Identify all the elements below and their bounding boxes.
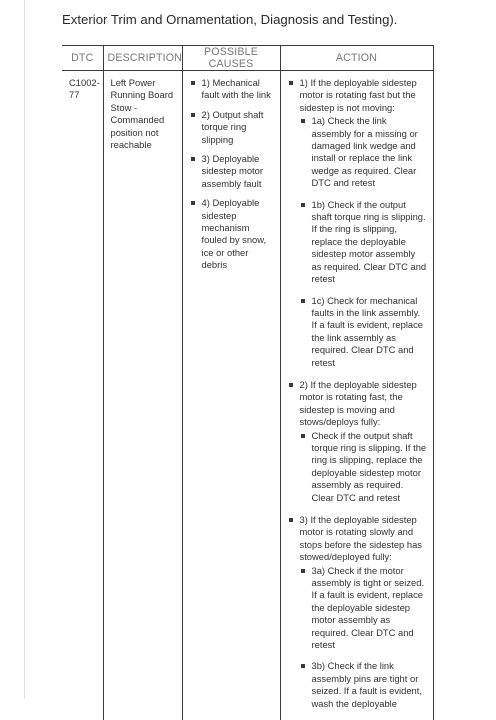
action-step-text: 1) If the deployable sidestep motor is rotating fast but the sidestep is not moving: <box>300 77 417 113</box>
action-list <box>288 77 428 710</box>
column-header-description: DESCRIPTION <box>103 46 182 71</box>
column-header-possible-causes: POSSIBLE CAUSES <box>182 46 280 71</box>
dtc-table <box>62 45 434 720</box>
page-edge-divider <box>24 0 25 699</box>
possible-causes-cell <box>182 71 280 720</box>
action-substep: 1b) Check if the output shaft torque ring is slipping. If the ring is slipping, replace the deployable sidestep motor assembly as required. Clear DTC and retest <box>300 199 428 286</box>
causes-list <box>190 77 275 272</box>
action-cell <box>280 71 433 720</box>
cause-item: 3) Deployable sidestep motor assembly fault <box>190 153 275 190</box>
action-substeps <box>300 565 428 710</box>
cause-item: 4) Deployable sidestep mechanism fouled by snow, ice or other debris <box>190 197 275 271</box>
action-substeps <box>300 430 428 504</box>
action-substep: 1a) Check the link assembly for a missing or damaged link wedge and install or replace the link wedge as required. Clear DTC and retest <box>300 115 428 189</box>
cause-item: 1) Mechanical fault with the link <box>190 77 275 102</box>
column-header-dtc: DTC <box>62 46 103 71</box>
action-substep: 3a) Check if the motor assembly is tight or seized. If a fault is evident, replace the deployable sidestep motor assembly as required. Clear DTC and retest <box>300 565 428 652</box>
action-item <box>288 514 428 710</box>
section-heading: Exterior Trim and Ornamentation, Diagnosis and Testing). <box>62 12 482 27</box>
dtc-cell: C1002-77 <box>62 71 103 720</box>
action-item <box>288 77 428 369</box>
description-cell: Left Power Running Board Stow - Commanded position not reachable <box>103 71 182 720</box>
cause-item: 2) Output shaft torque ring slipping <box>190 109 275 146</box>
table-row <box>62 71 433 720</box>
action-substep: 1c) Check for mechanical faults in the link assembly. If a fault is evident, replace the link assembly as required. Clear DTC and retest <box>300 295 428 369</box>
action-step-text: 2) If the deployable sidestep motor is rotating fast, the sidestep is moving and stows/deploys fully: <box>300 379 417 427</box>
column-header-action: ACTION <box>280 46 433 71</box>
action-substeps <box>300 115 428 369</box>
action-item <box>288 379 428 504</box>
table-header-row <box>62 46 433 71</box>
action-step-text: 3) If the deployable sidestep motor is rotating slowly and stops before the sidestep has stowed/deployed fully: <box>300 514 422 562</box>
action-substep: Check if the output shaft torque ring is slipping. If the ring is slipping, replace the deployable sidestep motor assembly as required. Clear DTC and retest <box>300 430 428 504</box>
action-substep: 3b) Check if the link assembly pins are tight or seized. If a fault is evident, wash the deployable <box>300 660 428 710</box>
